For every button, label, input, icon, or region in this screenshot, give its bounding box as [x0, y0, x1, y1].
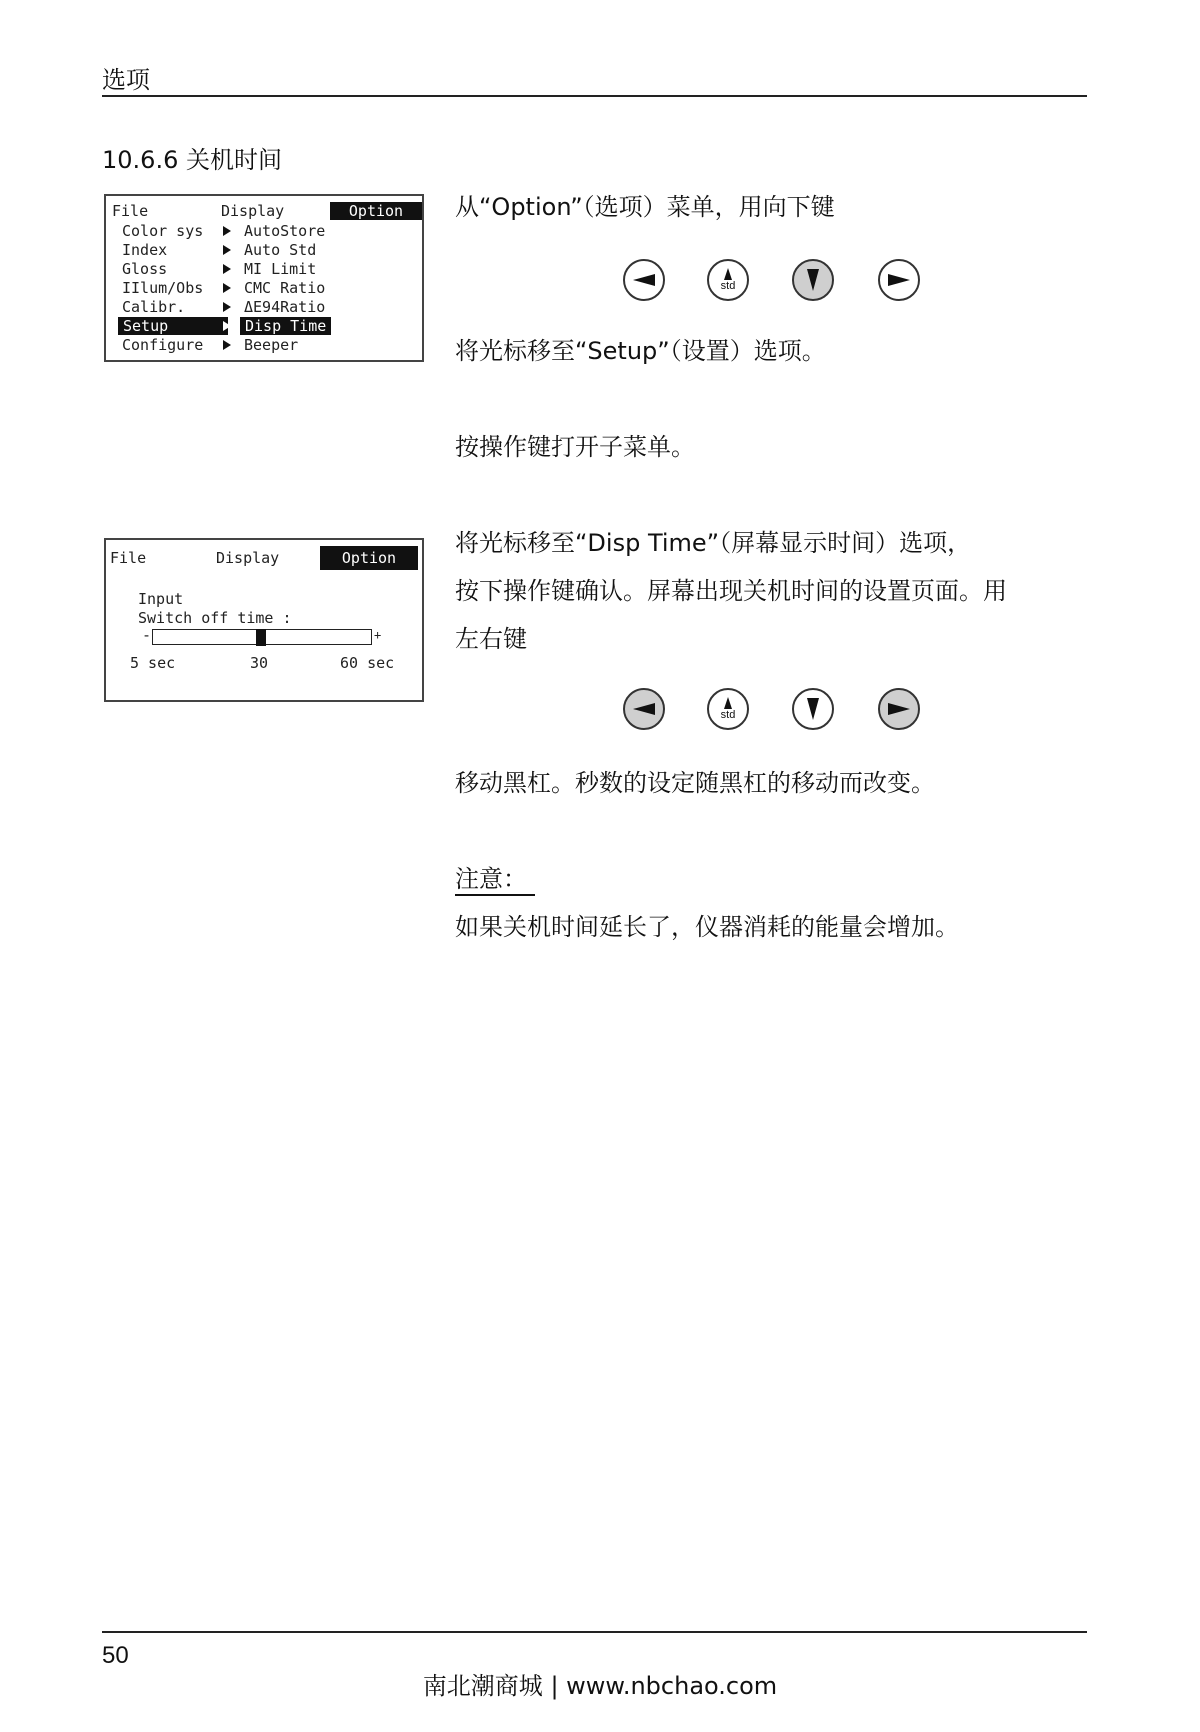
menu-item-gloss: Gloss: [122, 260, 168, 278]
note-label: 注意：: [455, 865, 527, 893]
left-key: [623, 259, 665, 301]
down-key: [792, 688, 834, 730]
header-rule: [102, 95, 1087, 97]
std-key: [707, 259, 749, 301]
down-key-highlighted: [792, 259, 834, 301]
menubar-display: Display: [221, 202, 285, 220]
submenu-item-disp-time-selected: Disp Time: [240, 317, 331, 335]
section-heading: 10.6.6 关机时间: [102, 146, 282, 174]
menubar-option: Option: [320, 546, 418, 570]
slider-thumb: [256, 629, 266, 646]
paragraph-disp-time-line3: 左右键: [455, 625, 527, 653]
submenu-item-de94ratio: ΔE94Ratio: [244, 298, 326, 316]
submenu-arrow-icon: [223, 264, 231, 274]
left-arrow-icon: [631, 272, 657, 288]
std-key-label: std: [720, 709, 736, 721]
submenu-arrow-icon: [223, 283, 231, 293]
up-arrow-icon: [723, 268, 733, 280]
paragraph-option-menu: 从“Option”（选项）菜单，用向下键: [455, 193, 835, 221]
left-key-highlighted: [623, 688, 665, 730]
menubar-display: Display: [216, 549, 280, 567]
footer-rule: [102, 1631, 1087, 1633]
menu-item-index: Index: [122, 241, 168, 259]
down-arrow-icon: [805, 696, 821, 722]
slider-minus: -: [142, 626, 152, 644]
std-key-label: std: [720, 280, 736, 292]
menu-item-setup-selected: Setup: [118, 317, 228, 335]
switch-off-label: Switch off time :: [138, 609, 292, 627]
right-arrow-icon: [886, 272, 912, 288]
page-number: 50: [102, 1642, 129, 1669]
down-arrow-icon: [805, 267, 821, 293]
std-key: [707, 688, 749, 730]
submenu-item-beeper: Beeper: [244, 336, 299, 354]
menu-item-calibr: Calibr.: [122, 298, 186, 316]
paragraph-disp-time-line2: 按下操作键确认。屏幕出现关机时间的设置页面。用: [455, 577, 1007, 605]
menubar-file: File: [112, 202, 149, 220]
lcd-menu-screen: [104, 194, 424, 362]
note-text: 如果关机时间延长了，仪器消耗的能量会增加。: [455, 913, 959, 941]
paragraph-disp-time-line1: 将光标移至“Disp Time”（屏幕显示时间）选项，: [455, 529, 972, 557]
left-arrow-icon: [631, 701, 657, 717]
paragraph-open-submenu: 按操作键打开子菜单。: [455, 433, 695, 461]
menu-item-illum-obs: IIlum/Obs: [122, 279, 204, 297]
menu-item-color-sys: Color sys: [122, 222, 204, 240]
submenu-arrow-icon: [223, 245, 231, 255]
scale-mid-label: 30: [250, 654, 269, 672]
note-underline: [455, 894, 535, 896]
menubar-option: Option: [330, 202, 422, 220]
up-arrow-icon: [723, 697, 733, 709]
input-label: Input: [138, 590, 184, 608]
submenu-item-autostore: AutoStore: [244, 222, 326, 240]
right-key: [878, 259, 920, 301]
lcd-switch-off-screen: [104, 538, 424, 702]
right-arrow-icon: [886, 701, 912, 717]
paragraph-move-bar: 移动黑杠。秒数的设定随黑杠的移动而改变。: [455, 769, 935, 797]
menubar-file: File: [110, 549, 147, 567]
scale-min-label: 5 sec: [130, 654, 176, 672]
submenu-arrow-icon: [223, 302, 231, 312]
submenu-arrow-icon: [223, 321, 231, 331]
submenu-item-mi-limit: MI Limit: [244, 260, 317, 278]
submenu-arrow-icon: [223, 340, 231, 350]
running-header: 选项: [102, 66, 150, 94]
right-key-highlighted: [878, 688, 920, 730]
menu-item-configure: Configure: [122, 336, 204, 354]
paragraph-setup: 将光标移至“Setup”（设置）选项。: [455, 337, 826, 365]
slider-plus: +: [374, 628, 382, 642]
submenu-item-cmc-ratio: CMC Ratio: [244, 279, 326, 297]
submenu-item-auto-std: Auto Std: [244, 241, 317, 259]
submenu-arrow-icon: [223, 226, 231, 236]
site-footer: 南北潮商城 | www.nbchao.com: [422, 1672, 778, 1700]
scale-max-label: 60 sec: [340, 654, 395, 672]
